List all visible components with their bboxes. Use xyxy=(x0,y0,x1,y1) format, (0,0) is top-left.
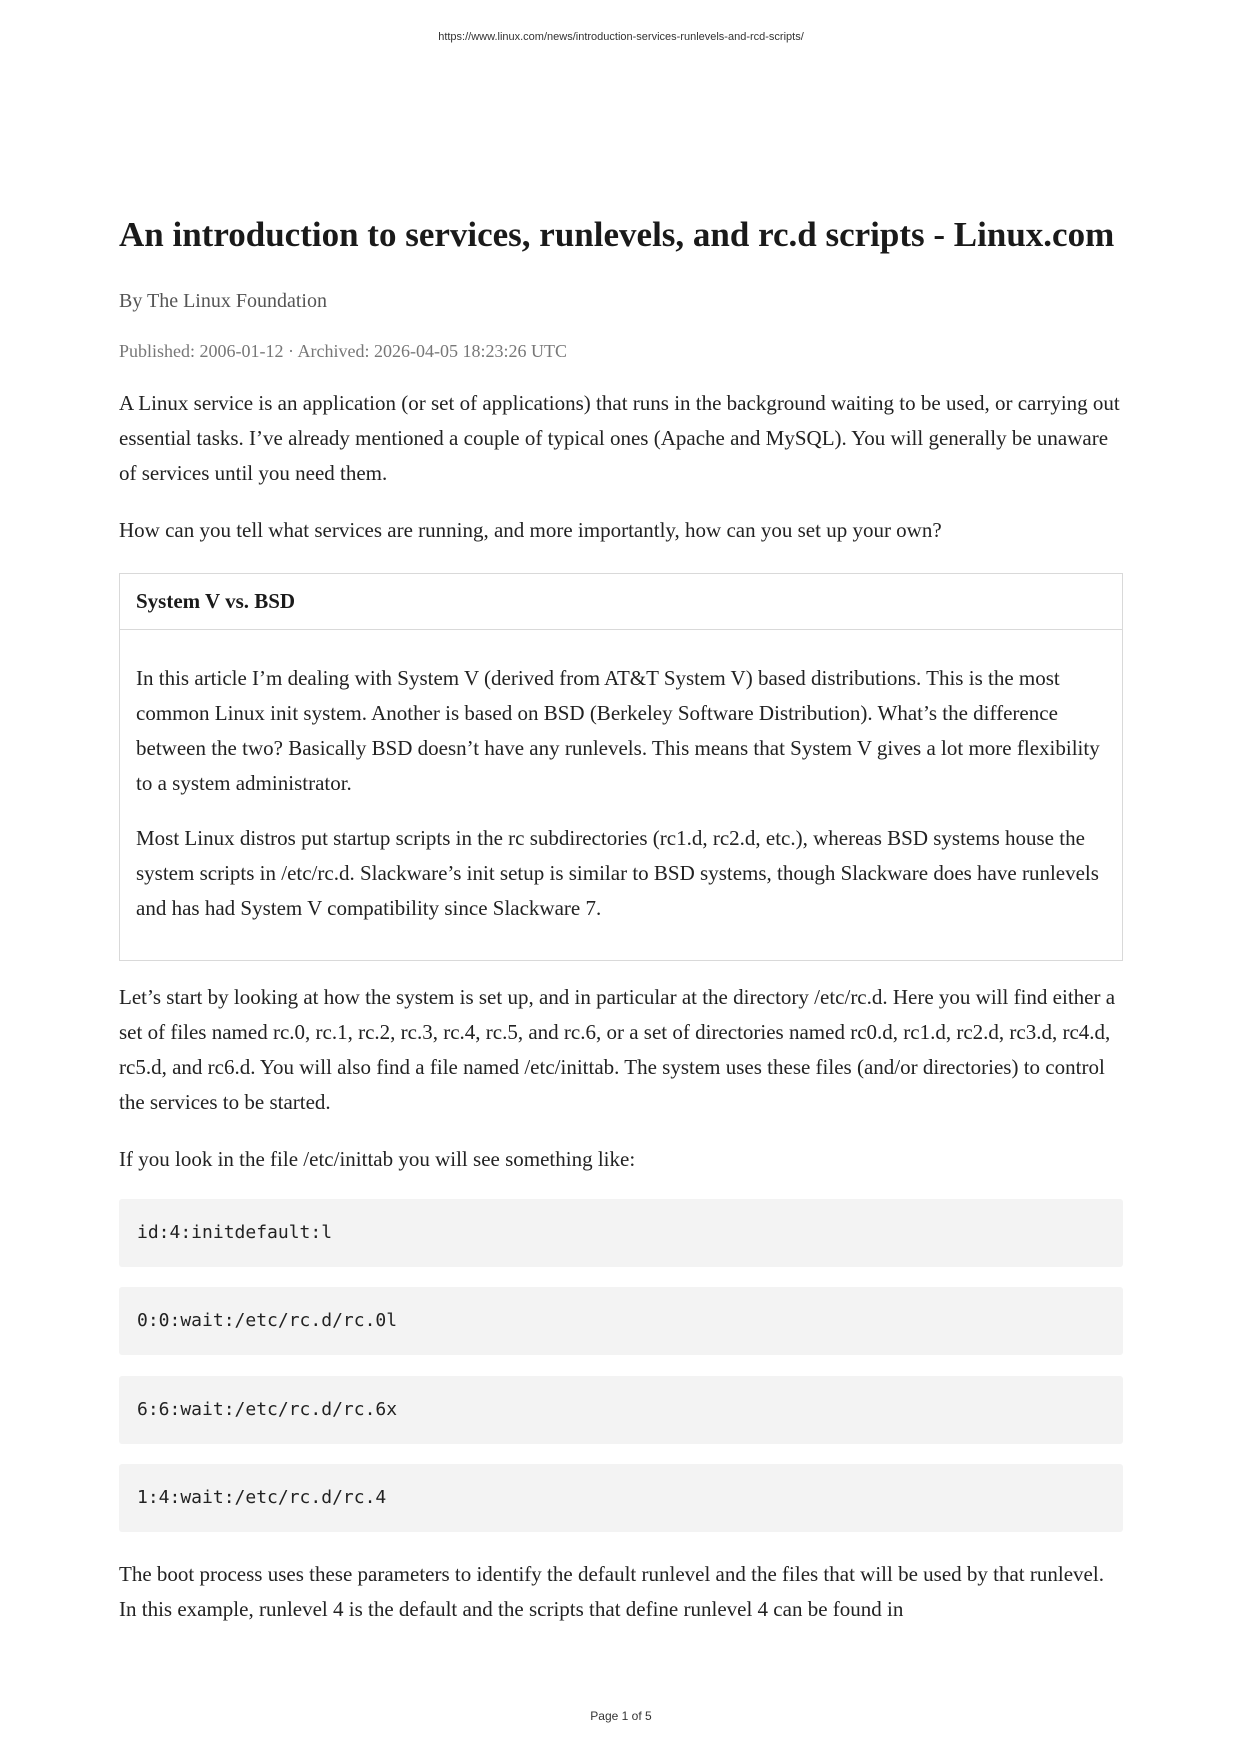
question-paragraph: How can you tell what services are running, and more importantly, how can you set up your own? xyxy=(119,518,942,542)
sidebar-paragraph: In this article I’m dealing with System V (derived from AT&T System V) based distributions. This is the most common Linux init system. Another is based on BSD (Berkeley Software Distribution). What’s the difference between the two? Basically BSD doesn’t have any runlevels. This means that System V gives a lot more flexibility to a system administrator. xyxy=(136,666,1100,795)
code-block: 6:6:wait:/etc/rc.d/rc.6x xyxy=(119,1376,1123,1444)
sidebar-paragraph: Most Linux distros put startup scripts in the rc subdirectories (rc1.d, rc2.d, etc.), whereas BSD systems house the system scripts in /etc/rc.d. Slackware’s init setup is similar to BSD systems, though Slackware does have runlevels and has had System V compatibility since Slackware 7. xyxy=(136,826,1099,920)
byline: By The Linux Foundation xyxy=(119,290,327,312)
body-paragraph: Let’s start by looking at how the system is set up, and in particular at the directory /etc/rc.d. Here you will find either a set of files named rc.0, rc.1, rc.2, rc.3, rc.4, rc.5, and rc.6, or a set of directories named rc0.d, rc1.d, rc2.d, rc3.d, rc4.d, rc5.d, and rc6.d. You will also find a file named /etc/inittab. The system uses these files (and/or directories) to control the services to be started. xyxy=(119,985,1116,1114)
code-block: 1:4:wait:/etc/rc.d/rc.4 xyxy=(119,1464,1123,1532)
publish-date: Published: 2006-01-12 · Archived: 2026-04-05 18:23:26 UTC xyxy=(119,341,567,361)
body-paragraph: The boot process uses these parameters to identify the default runlevel and the files that will be used by that runlevel. In this example, runlevel 4 is the default and the scripts that define runlevel 4 can be found in xyxy=(119,1562,1104,1621)
page-url: https://www.linux.com/news/introduction-services-runlevels-and-rcd-scripts/ xyxy=(438,31,804,43)
article-title: An introduction to services, runlevels, and rc.d scripts - Linux.com xyxy=(119,215,1115,254)
code-block: 0:0:wait:/etc/rc.d/rc.0l xyxy=(119,1287,1123,1355)
sidebar-box xyxy=(119,573,1123,961)
page-number: Page 1 of 5 xyxy=(590,1709,652,1723)
body-paragraph: If you look in the file /etc/inittab you will see something like: xyxy=(119,1147,636,1171)
sidebar-heading: System V vs. BSD xyxy=(120,574,1122,630)
code-block: id:4:initdefault:l xyxy=(119,1199,1123,1267)
intro-paragraph: A Linux service is an application (or set of applications) that runs in the background waiting to be used, or carrying out essential tasks. I’ve already mentioned a couple of typical ones (Apache and MySQL). You will generally be unaware of services until you need them. xyxy=(119,391,1120,485)
